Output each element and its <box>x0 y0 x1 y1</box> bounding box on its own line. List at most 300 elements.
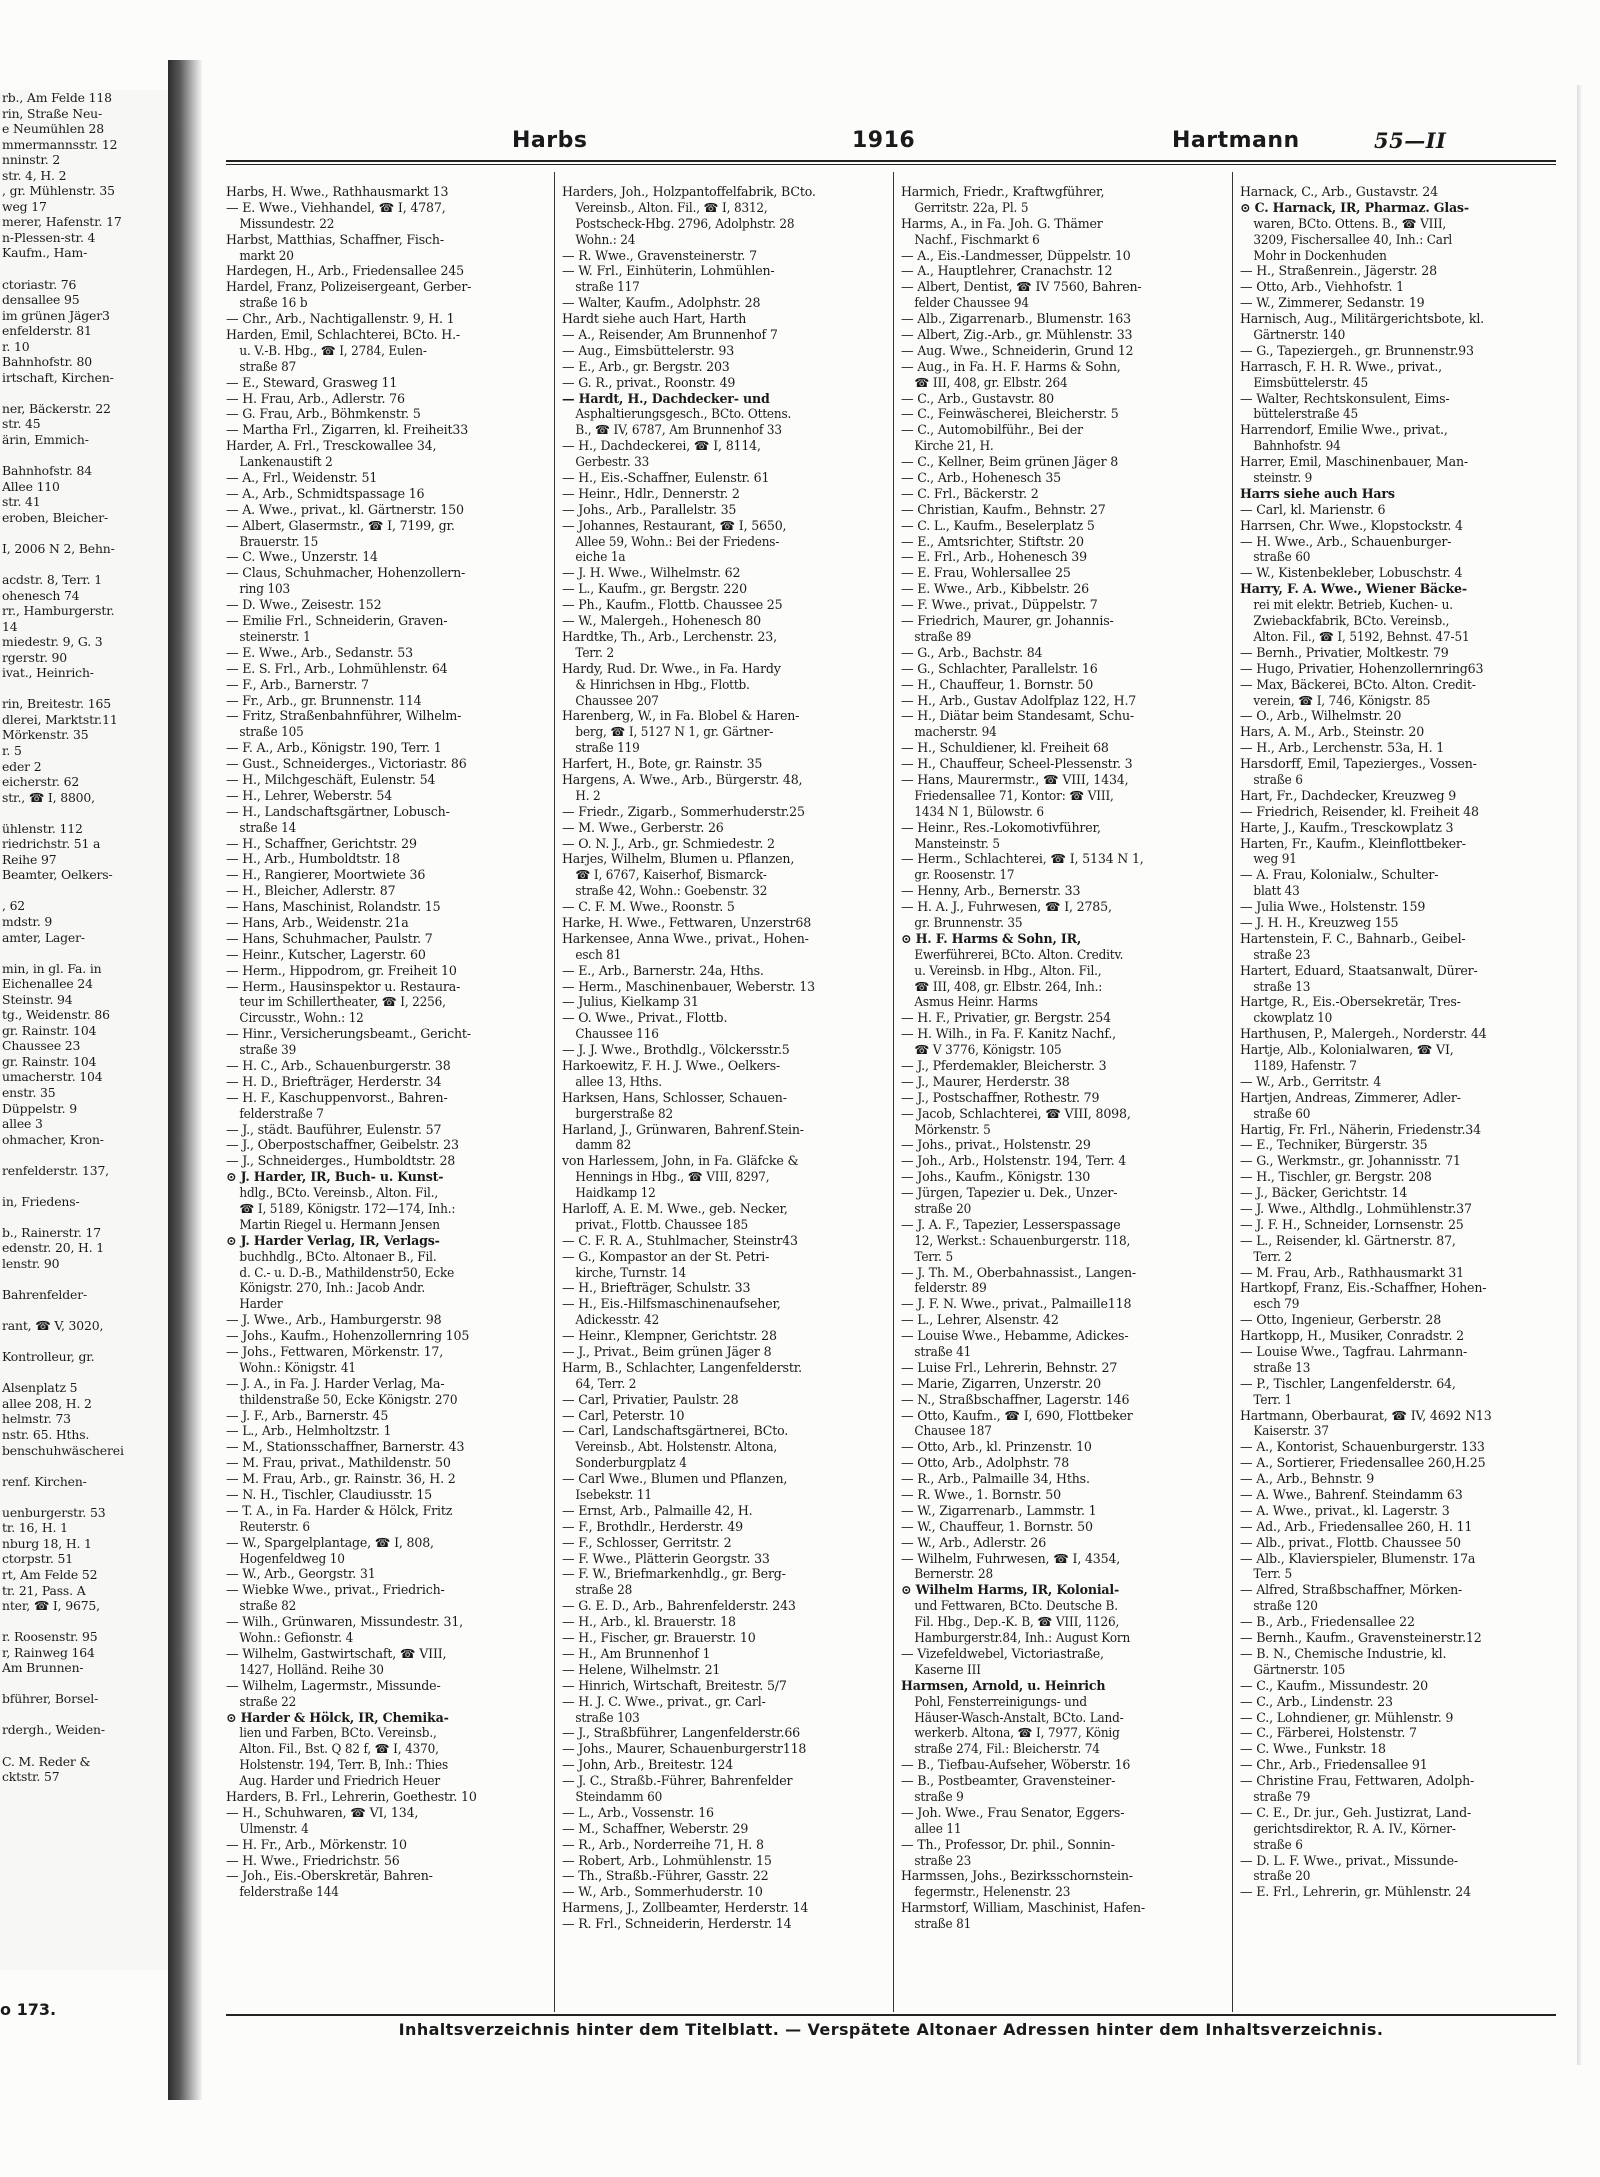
directory-entry: — W., Kistenbekleber, Lobuschstr. 4 <box>1240 565 1463 581</box>
directory-entry: — Joh. Wwe., Frau Senator, Eggers- <box>901 1804 1125 1820</box>
facing-page-line: dlerei, Marktstr.11 <box>2 711 118 727</box>
directory-entry-continuation: Alton. Fil., ☎ I, 5192, Behnst. 47-51 <box>1253 628 1470 644</box>
facing-page-line: str. 41 <box>2 494 41 510</box>
directory-entry-continuation: Adickesstr. 42 <box>575 1312 660 1328</box>
directory-column-4 <box>1240 184 1570 2014</box>
directory-entry: — H., Tischler, gr. Bergstr. 208 <box>1240 1169 1432 1185</box>
directory-entry: Harder, A. Frl., Tresckowallee 34, <box>226 438 437 454</box>
facing-page-line: ühlenstr. 112 <box>2 820 83 836</box>
directory-entry: Hardel, Franz, Polizeisergeant, Gerber- <box>226 279 472 295</box>
directory-entry: — Alb., privat., Flottb. Chaussee 50 <box>1240 1534 1461 1550</box>
directory-entry-continuation: steinerstr. 1 <box>239 628 311 644</box>
directory-entry: — E., Steward, Grasweg 11 <box>226 374 398 390</box>
directory-entry: — M. Wwe., Gerberstr. 26 <box>562 819 724 835</box>
facing-page-line: bführer, Borsel- <box>2 1691 99 1707</box>
directory-entry: — Jacob, Schlachterei, ☎ VIII, 8098, <box>901 1105 1131 1121</box>
directory-entry: — B., Tiefbau-Aufseher, Wöberstr. 16 <box>901 1757 1131 1773</box>
directory-entry-continuation: Königstr. 270, Inh.: Jacob Andr. <box>239 1280 425 1296</box>
directory-entry: — E., Arb., gr. Bergstr. 203 <box>562 358 730 374</box>
directory-entry: ⊙ J. Harder Verlag, IR, Verlags- <box>226 1232 440 1248</box>
directory-entry: — J. Wwe., Arb., Hamburgerstr. 98 <box>226 1312 442 1328</box>
directory-entry: — Carl, Landschaftsgärtnerei, BCto. <box>562 1423 789 1439</box>
directory-entry: — W., Arb., Georgstr. 31 <box>226 1566 376 1582</box>
footer-rule <box>226 2014 1556 2016</box>
directory-column-2 <box>562 184 887 2014</box>
directory-entry: — Herm., Hausinspektor u. Restaura- <box>226 978 461 994</box>
directory-entry-continuation: Terr. 1 <box>1253 1391 1293 1407</box>
directory-entry: — J., Schneiderges., Humboldtstr. 28 <box>226 1153 456 1169</box>
directory-entry: — Carl, kl. Marienstr. 6 <box>1240 501 1386 517</box>
header-last-keyword: Hartmann <box>1172 128 1300 153</box>
directory-entry-continuation: felderstr. 89 <box>914 1280 987 1296</box>
directory-entry: — Walter, Kaufm., Adolphstr. 28 <box>562 295 761 311</box>
directory-entry: — E. Wwe., Arb., Kibbelstr. 26 <box>901 581 1090 597</box>
directory-entry-continuation: Ewerführerei, BCto. Alton. Creditv. <box>914 946 1124 962</box>
facing-page-line: ner, Bäckerstr. 22 <box>2 400 111 416</box>
directory-entry: — A., Eis.-Landmesser, Düppelstr. 10 <box>901 247 1131 263</box>
directory-entry: — E. Frl., Arb., Hohenesch 39 <box>901 549 1087 565</box>
facing-page-line <box>0 945 168 961</box>
facing-page-line <box>0 1272 168 1288</box>
directory-entry: — Ernst, Arb., Palmaille 42, H. <box>562 1502 753 1518</box>
directory-entry: Harkensee, Anna Wwe., privat., Hohen- <box>562 930 809 946</box>
directory-entry: — O. Wwe., Privat., Flottb. <box>562 1010 728 1026</box>
directory-entry-continuation: Vereinsb., Alton. Fil., ☎ I, 8312, <box>575 199 768 215</box>
facing-page-line: n-Plessen-str. 4 <box>2 229 96 245</box>
directory-entry-continuation: Hogenfeldweg 10 <box>239 1550 345 1566</box>
directory-entry: — C., Arb., Gustavstr. 80 <box>901 390 1054 406</box>
directory-entry: — H. D., Briefträger, Herderstr. 34 <box>226 1073 442 1089</box>
facing-page-line: tg., Weidenstr. 86 <box>2 1007 110 1023</box>
directory-entry: — J. H. H., Kreuzweg 155 <box>1240 914 1399 930</box>
directory-entry: Harden, Emil, Schlachterei, BCto. H.- <box>226 327 460 343</box>
directory-entry: — Fr., Arb., gr. Brunnenstr. 114 <box>226 692 422 708</box>
directory-entry: Harbs, H. Wwe., Rathhausmarkt 13 <box>226 184 449 199</box>
header-year: 1916 <box>852 128 916 153</box>
directory-entry: — J., Postschaffner, Rothestr. 79 <box>901 1089 1100 1105</box>
directory-entry-continuation: straße 103 <box>575 1709 640 1725</box>
directory-entry: Hardy, Rud. Dr. Wwe., in Fa. Hardy <box>562 660 781 676</box>
directory-entry: Hartkopp, H., Musiker, Conradstr. 2 <box>1240 1328 1464 1344</box>
directory-entry-continuation: 1434 N 1, Bülowstr. 6 <box>914 803 1044 819</box>
directory-entry-continuation: Pohl, Fensterreinigungs- und <box>914 1693 1087 1709</box>
directory-entry: — C., Kaufm., Missundestr. 20 <box>1240 1677 1428 1693</box>
directory-entry: Harnisch, Aug., Militärgerichtsbote, kl. <box>1240 311 1485 327</box>
directory-entry: — Herm., Hippodrom, gr. Freiheit 10 <box>226 962 457 978</box>
directory-entry-continuation: u. V.-B. Hbg., ☎ I, 2784, Eulen- <box>239 342 427 358</box>
directory-entry: — N., Straßbschaffner, Lagerstr. 146 <box>901 1391 1130 1407</box>
facing-page-line: Chaussee 23 <box>2 1038 81 1054</box>
directory-entry: — Louise Wwe., Tagfrau. Lahrmann- <box>1240 1344 1468 1360</box>
directory-entry: — Hans, Maschinist, Rolandstr. 15 <box>226 899 441 915</box>
directory-entry: — Wilhelm, Fuhrwesen, ☎ I, 4354, <box>901 1550 1121 1566</box>
directory-entry-continuation: Vereinsb., Abt. Holstenstr. Altona, <box>575 1439 778 1455</box>
directory-entry: — J. F. H., Schneider, Lornsenstr. 25 <box>1240 1216 1464 1232</box>
facing-page-line: densallee 95 <box>2 292 80 308</box>
directory-entry-continuation: waren, BCto. Ottens. B., ☎ VIII, <box>1253 215 1447 231</box>
directory-entry: — L., Reisender, kl. Gärtnerstr. 87, <box>1240 1232 1456 1248</box>
directory-entry: — J. F., Arb., Barnerstr. 45 <box>226 1407 389 1423</box>
directory-entry: — Johs., privat., Holstenstr. 29 <box>901 1137 1091 1153</box>
facing-page-line: r. Roosenstr. 95 <box>2 1629 98 1645</box>
directory-entry: — C. F. M. Wwe., Roonstr. 5 <box>562 899 735 915</box>
directory-entry: — Th., Professor, Dr. phil., Sonnin- <box>901 1836 1115 1852</box>
directory-entry: — Wilhelm, Lagermstr., Missunde- <box>226 1677 441 1693</box>
directory-entry-continuation: 1189, Hafenstr. 7 <box>1253 1057 1357 1073</box>
directory-entry: — H. C., Arb., Schauenburgerstr. 38 <box>226 1057 451 1073</box>
facing-page-line: I, 2006 N 2, Behn- <box>2 540 115 556</box>
directory-entry: — H., Landschaftsgärtner, Lobusch- <box>226 803 450 819</box>
directory-entry: — A., Reisender, Am Brunnenhof 7 <box>562 327 778 343</box>
directory-entry: Hartig, Fr. Frl., Näherin, Friedenstr.34 <box>1240 1121 1481 1137</box>
facing-page-line: str. 45 <box>2 416 41 432</box>
directory-entry-continuation: straße 105 <box>239 724 304 740</box>
directory-entry-continuation: straße 22 <box>239 1693 297 1709</box>
directory-entry-continuation: Alton. Fil., Bst. Q 82 f, ☎ I, 4370, <box>239 1741 439 1757</box>
directory-entry: — Johs., Arb., Parallelstr. 35 <box>562 501 737 517</box>
directory-entry: — Helene, Wilhelmstr. 21 <box>562 1661 721 1677</box>
facing-page-line: rdergh., Weiden- <box>2 1722 105 1738</box>
directory-entry: Harm, B., Schlachter, Langenfelderstr. <box>562 1359 802 1375</box>
directory-entry: — H. A. J., Fuhrwesen, ☎ I, 2785, <box>901 899 1112 915</box>
directory-entry: — H. Wilh., in Fa. F. Kanitz Nachf., <box>901 1026 1116 1042</box>
directory-entry: — B. N., Chemische Industrie, kl. <box>1240 1645 1447 1661</box>
facing-page-line: riedrichstr. 51 a <box>2 836 101 852</box>
directory-entry-continuation: kirche, Turnstr. 14 <box>575 1264 687 1280</box>
directory-entry-continuation: gerichtsdirektor, R. A. IV., Körner- <box>1253 1820 1456 1836</box>
directory-entry: — J. C., Straßb.-Führer, Bahrenfelder <box>562 1773 793 1789</box>
directory-entry-continuation: Missundestr. 22 <box>239 215 335 231</box>
facing-page-line: , gr. Mühlenstr. 35 <box>2 183 115 199</box>
directory-entry-continuation: Eimsbüttelerstr. 45 <box>1253 374 1369 390</box>
directory-entry: — Martha Frl., Zigarren, kl. Freiheit33 <box>226 422 469 438</box>
directory-entry: — Hardt, H., Dachdecker- und <box>562 390 770 406</box>
directory-entry: — A. Frau, Kolonialw., Schulter- <box>1240 867 1439 883</box>
directory-entry: Hartjen, Andreas, Zimmerer, Adler- <box>1240 1089 1461 1105</box>
directory-entry: — J. Wwe., Althdlg., Lohmühlenstr.37 <box>1240 1201 1472 1216</box>
directory-entry: — L., Lehrer, Alsenstr. 42 <box>901 1312 1059 1328</box>
directory-entry: Harthusen, P., Malergeh., Norderstr. 44 <box>1240 1026 1487 1042</box>
facing-page-line: amter, Lager- <box>2 929 85 945</box>
directory-entry: — N. H., Tischler, Claudiusstr. 15 <box>226 1487 433 1503</box>
directory-entry: — E. S. Frl., Arb., Lohmühlenstr. 64 <box>226 660 448 676</box>
directory-entry-continuation: Haidkamp 12 <box>575 1185 656 1201</box>
directory-entry-continuation: 1427, Holländ. Reihe 30 <box>239 1661 384 1677</box>
directory-entry-continuation: straße 119 <box>575 740 640 756</box>
page-right-edge <box>1577 85 1583 2065</box>
facing-page-line: gr. Rainstr. 104 <box>2 1053 97 1069</box>
facing-page-line <box>0 1365 168 1381</box>
directory-entry: — C. Frl., Bäckerstr. 2 <box>901 485 1039 501</box>
facing-page-line: Düppelstr. 9 <box>2 1100 77 1116</box>
facing-page-line: nter, ☎ I, 9675, <box>2 1598 100 1614</box>
directory-entry: — Friedrich, Reisender, kl. Freiheit 48 <box>1240 803 1479 819</box>
directory-entry: Hart, Fr., Dachdecker, Kreuzweg 9 <box>1240 787 1457 803</box>
directory-entry: — H., Schuhwaren, ☎ VI, 134, <box>226 1804 419 1820</box>
directory-entry-continuation: weg 91 <box>1253 851 1297 867</box>
directory-entry-continuation: straße 28 <box>575 1582 633 1598</box>
directory-entry: — Christine Frau, Fettwaren, Adolph- <box>1240 1773 1475 1789</box>
directory-entry-continuation: esch 79 <box>1253 1296 1300 1312</box>
directory-entry: — A. Wwe., privat., kl. Lagerstr. 3 <box>1240 1502 1450 1518</box>
directory-entry: — Chr., Arb., Nachtigallenstr. 9, H. 1 <box>226 311 455 327</box>
directory-entry: Hartert, Eduard, Staatsanwalt, Dürer- <box>1240 962 1478 978</box>
directory-entry: — E., Amtsrichter, Stiftstr. 20 <box>901 533 1084 549</box>
directory-entry: — P., Tischler, Langenfelderstr. 64, <box>1240 1375 1456 1391</box>
facing-page-line: Kontrolleur, gr. <box>2 1349 95 1365</box>
directory-entry: — Henny, Arb., Bernerstr. 33 <box>901 883 1081 899</box>
facing-page-line: ohenesch 74 <box>2 587 80 603</box>
directory-entry: — H. Fr., Arb., Mörkenstr. 10 <box>226 1836 407 1852</box>
directory-entry: — Otto, Arb., kl. Prinzenstr. 10 <box>901 1439 1092 1455</box>
directory-entry-continuation: 12, Werkst.: Schauenburgerstr. 118, <box>914 1232 1131 1248</box>
facing-page-line <box>0 1458 168 1474</box>
facing-page-line: uenburgerstr. 53 <box>2 1504 106 1520</box>
directory-entry: — W., Arb., Sommerhuderstr. 10 <box>562 1884 763 1900</box>
directory-entry: — H. Frau, Arb., Adlerstr. 76 <box>226 390 405 406</box>
directory-entry: — Robert, Arb., Lohmühlenstr. 15 <box>562 1852 772 1868</box>
directory-entry-continuation: H. 2 <box>575 787 601 803</box>
directory-entry: — C., Kellner, Beim grünen Jäger 8 <box>901 454 1119 470</box>
facing-page-line <box>0 883 168 899</box>
facing-page-line <box>0 385 168 401</box>
facing-page-line: Bahnhofstr. 84 <box>2 463 92 479</box>
directory-entry: — Jürgen, Tapezier u. Dek., Unzer- <box>901 1185 1118 1201</box>
directory-entry: — Aug., in Fa. H. F. Harms & Sohn, <box>901 358 1121 374</box>
directory-entry: — Hinr., Versicherungsbeamt., Gericht- <box>226 1026 471 1042</box>
directory-entry: — E. Frau, Wohlersallee 25 <box>901 565 1071 581</box>
directory-entry: — C., Automobilführ., Bei der <box>901 422 1083 438</box>
directory-entry-continuation: Lankenaustift 2 <box>239 454 333 470</box>
directory-entry: — W., Zigarrenarb., Lammstr. 1 <box>901 1502 1097 1518</box>
facing-page-line <box>0 1489 168 1505</box>
directory-entry-continuation: straße 82 <box>239 1598 297 1614</box>
directory-entry: — R., Arb., Palmaille 34, Hths. <box>901 1471 1090 1487</box>
directory-entry: — G., Schlachter, Parallelstr. 16 <box>901 660 1098 676</box>
directory-entry: Harrsen, Chr. Wwe., Klopstockstr. 4 <box>1240 517 1463 533</box>
directory-entry: — Joh., Eis.-Oberskretär, Bahren- <box>226 1868 433 1884</box>
directory-entry: — T. A., in Fa. Harder & Hölck, Fritz <box>226 1502 453 1518</box>
directory-entry: Harmens, J., Zollbeamter, Herderstr. 14 <box>562 1900 809 1916</box>
directory-entry-continuation: Kaserne III <box>914 1661 981 1677</box>
directory-entry: — Johs., Maurer, Schauenburgerstr118 <box>562 1741 807 1757</box>
directory-entry: — R. Wwe., Gravensteinerstr. 7 <box>562 247 757 263</box>
directory-entry: — Luise Frl., Lehrerin, Behnstr. 27 <box>901 1359 1118 1375</box>
facing-page-line: nburg 18, H. 1 <box>2 1535 92 1551</box>
directory-entry: — G., Werkmstr., gr. Johannisstr. 71 <box>1240 1153 1461 1169</box>
directory-entry-continuation: ☎ I, 6767, Kaiserhof, Bismarck- <box>575 867 767 883</box>
directory-entry: Harjes, Wilhelm, Blumen u. Pflanzen, <box>562 851 795 867</box>
directory-entry: — H., Rangierer, Moortwiete 36 <box>226 867 426 883</box>
facing-page-line <box>0 448 168 464</box>
facing-page-line: 14 <box>2 618 18 634</box>
directory-entry: von Harlessem, John, in Fa. Gläfcke & <box>562 1153 799 1169</box>
directory-entry: — Wiebke Wwe., privat., Friedrich- <box>226 1582 445 1598</box>
directory-entry: — R. Frl., Schneiderin, Herderstr. 14 <box>562 1916 792 1932</box>
directory-entry: — C., Färberei, Holstenstr. 7 <box>1240 1725 1417 1741</box>
directory-entry-continuation: Holstenstr. 194, Terr. B, Inh.: Thies <box>239 1757 448 1773</box>
facing-page-line: helmstr. 73 <box>2 1411 71 1427</box>
directory-entry: — C. E., Dr. jur., Geh. Justizrat, Land- <box>1240 1804 1472 1820</box>
facing-page-line: eroben, Bleicher- <box>2 509 109 525</box>
directory-entry: Hargens, A. Wwe., Arb., Bürgerstr. 48, <box>562 771 803 787</box>
directory-entry: — H., Schaffner, Gerichtstr. 29 <box>226 835 417 851</box>
directory-entry: — F. A., Arb., Königstr. 190, Terr. 1 <box>226 740 442 756</box>
directory-entry: — B., Arb., Friedensallee 22 <box>1240 1614 1415 1630</box>
directory-entry-continuation: Terr. 5 <box>1253 1566 1293 1582</box>
directory-entry: — M. Frau, Arb., gr. Rainstr. 36, H. 2 <box>226 1471 456 1487</box>
directory-entry-continuation: esch 81 <box>575 946 622 962</box>
directory-entry: — H., Arb., kl. Brauerstr. 18 <box>562 1614 736 1630</box>
directory-entry-continuation: 3209, Fischersallee 40, Inh.: Carl <box>1253 231 1453 247</box>
directory-entry: Harbst, Matthias, Schaffner, Fisch- <box>226 231 444 247</box>
directory-entry: — J., Oberpostschaffner, Geibelstr. 23 <box>226 1137 459 1153</box>
directory-entry: — E. Wwe., Viehhandel, ☎ I, 4787, <box>226 199 446 215</box>
directory-entry-continuation: Häuser-Wasch-Anstalt, BCto. Land- <box>914 1709 1124 1725</box>
directory-entry: — Max, Bäckerei, BCto. Alton. Credit- <box>1240 676 1476 692</box>
directory-entry: — Walter, Rechtskonsulent, Eims- <box>1240 390 1450 406</box>
directory-entry-continuation: eiche 1a <box>575 549 626 565</box>
directory-entry-continuation: hdlg., BCto. Vereinsb., Alton. Fil., <box>239 1185 439 1201</box>
directory-entry-continuation: teur im Schillertheater, ☎ I, 2256, <box>239 994 446 1010</box>
directory-entry: — E., Techniker, Bürgerstr. 35 <box>1240 1137 1428 1153</box>
directory-entry: — F., Schlosser, Gerritstr. 2 <box>562 1534 732 1550</box>
directory-entry: ⊙ Harder & Hölck, IR, Chemika- <box>226 1709 449 1725</box>
directory-entry-continuation: fegermstr., Helenenstr. 23 <box>914 1884 1071 1900</box>
directory-entry: — L., Arb., Helmholtzstr. 1 <box>226 1423 392 1439</box>
directory-entry: — H. Wwe., Arb., Schauenburger- <box>1240 533 1452 549</box>
directory-entry: — Otto, Arb., Adolphstr. 78 <box>901 1455 1070 1471</box>
facing-page-line: rin, Breitestr. 165 <box>2 696 111 712</box>
directory-entry: — W., Arb., Gerritstr. 4 <box>1240 1073 1382 1089</box>
facing-page-line: rin, Straße Neu- <box>2 105 103 121</box>
directory-entry-continuation: Kaiserstr. 37 <box>1253 1423 1329 1439</box>
facing-page-line: benschuhwäscherei <box>2 1442 124 1458</box>
directory-entry: — J., Straßbführer, Langenfelderstr.66 <box>562 1725 800 1741</box>
directory-entry: — Aug., Eimsbüttelerstr. 93 <box>562 342 735 358</box>
directory-entry-continuation: straße 20 <box>914 1201 972 1216</box>
directory-entry: — Albert, Dentist, ☎ IV 7560, Bahren- <box>901 279 1142 295</box>
directory-entry: — A. Wwe., privat., kl. Gärtnerstr. 150 <box>226 501 464 517</box>
facing-page-line <box>0 1178 168 1194</box>
directory-entry-continuation: Gerritstr. 22a, Pl. 5 <box>914 199 1029 215</box>
directory-entry-continuation: straße 23 <box>1253 946 1311 962</box>
directory-entry: — Albert, Zig.-Arb., gr. Mühlenstr. 33 <box>901 327 1133 343</box>
directory-entry: — L., Arb., Vossenstr. 16 <box>562 1804 714 1820</box>
facing-page-line: gr. Rainstr. 104 <box>2 1022 97 1038</box>
directory-entry-continuation: straße 13 <box>1253 978 1311 994</box>
directory-entry: Harmsen, Arnold, u. Heinrich <box>901 1677 1106 1693</box>
directory-entry: Hartkopf, Franz, Eis.-Schaffner, Hohen- <box>1240 1280 1487 1296</box>
facing-page-line <box>0 681 168 697</box>
facing-page-line: ctoriastr. 76 <box>2 276 77 292</box>
directory-entry: — Hans, Maurermstr., ☎ VIII, 1434, <box>901 771 1129 787</box>
facing-page-line: Eichenallee 24 <box>2 976 93 992</box>
directory-entry-continuation: gr. Roosenstr. 17 <box>914 867 1015 883</box>
directory-entry-continuation: felderstraße 144 <box>239 1884 339 1900</box>
directory-entry-continuation: steinstr. 9 <box>1253 470 1313 486</box>
facing-page-line: rant, ☎ V, 3020, <box>2 1318 104 1334</box>
directory-entry: Harksen, Hans, Schlosser, Schauen- <box>562 1089 787 1105</box>
directory-entry: — D. L. F. Wwe., privat., Missunde- <box>1240 1852 1458 1868</box>
directory-entry: Hars, A. M., Arb., Steinstr. 20 <box>1240 724 1425 740</box>
directory-entry: — G., Tapeziergeh., gr. Brunnenstr.93 <box>1240 342 1474 358</box>
facing-page-line: Reihe 97 <box>2 851 57 867</box>
facing-page-line: Steinstr. 94 <box>2 991 73 1007</box>
directory-entry: — M., Schaffner, Weberstr. 29 <box>562 1820 749 1836</box>
facing-page-line: Bahnhofstr. 80 <box>2 354 92 370</box>
facing-page-line: Mörkenstr. 35 <box>2 727 89 743</box>
directory-entry-continuation: thildenstraße 50, Ecke Königstr. 270 <box>239 1391 458 1407</box>
directory-entry: — W., Spargelplantage, ☎ I, 808, <box>226 1534 434 1550</box>
directory-entry: Hartenstein, F. C., Bahnarb., Geibel- <box>1240 930 1466 946</box>
directory-entry-continuation: Steindamm 60 <box>575 1788 663 1804</box>
directory-entry-continuation: Chausee 187 <box>914 1423 992 1439</box>
page-footer-notice: Inhaltsverzeichnis hinter dem Titelblatt. — Verspätete Altonaer Adressen hinter dem Inhaltsverzeichnis. <box>398 2020 1384 2039</box>
directory-entry-continuation: Mohr in Dockenhuden <box>1253 247 1387 263</box>
directory-entry-continuation: Asmus Heinr. Harms <box>914 994 1038 1010</box>
directory-entry: — F., Arb., Barnerstr. 7 <box>226 676 369 692</box>
directory-entry: — Herm., Maschinenbauer, Weberstr. 13 <box>562 978 815 994</box>
directory-entry-continuation: Nachf., Fischmarkt 6 <box>914 231 1040 247</box>
directory-entry-continuation: ☎ III, 408, gr. Elbstr. 264 <box>914 374 1068 390</box>
directory-entry-continuation: straße 16 b <box>239 295 308 311</box>
directory-entry-continuation: Bahnhofstr. 94 <box>1253 438 1341 454</box>
facing-page-line: im grünen Jäger3 <box>2 307 110 323</box>
directory-entry-continuation: ☎ III, 408, gr. Elbstr. 264, Inh.: <box>914 978 1103 994</box>
directory-entry: Harfert, H., Bote, gr. Rainstr. 35 <box>562 756 763 772</box>
directory-entry: — Bernh., Kaufm., Gravensteinerstr.12 <box>1240 1630 1482 1646</box>
facing-page-line: enfelderstr. 81 <box>2 323 92 339</box>
directory-entry: — Hans, Schuhmacher, Paulstr. 7 <box>226 930 433 946</box>
directory-entry: — A., Arb., Schmidtspassage 16 <box>226 485 425 501</box>
directory-entry-continuation: Circusstr., Wohn.: 12 <box>239 1010 364 1026</box>
directory-entry-continuation: & Hinrichsen in Hbg., Flottb. <box>575 676 750 692</box>
directory-entry: ⊙ J. Harder, IR, Buch- u. Kunst- <box>226 1169 444 1185</box>
directory-entry: — C., Arb., Lindenstr. 23 <box>1240 1693 1393 1709</box>
directory-entry: — R., Arb., Norderreihe 71, H. 8 <box>562 1836 764 1852</box>
facing-page-line: e Neumühlen 28 <box>2 121 105 137</box>
directory-entry-continuation: straße 87 <box>239 358 297 374</box>
directory-entry: — A., Kontorist, Schauenburgerstr. 133 <box>1240 1439 1485 1455</box>
directory-entry: — M. Frau, Arb., Rathhausmarkt 31 <box>1240 1264 1464 1280</box>
directory-entry-continuation: privat., Flottb. Chaussee 185 <box>575 1216 749 1232</box>
directory-entry-continuation: Wohn.: Gefionstr. 4 <box>239 1630 354 1646</box>
directory-entry-continuation: lien und Farben, BCto. Vereinsb., <box>239 1725 437 1741</box>
facing-page-line <box>0 1707 168 1723</box>
facing-page-line: r. 10 <box>2 338 30 354</box>
directory-entry: — Christian, Kaufm., Behnstr. 27 <box>901 501 1106 517</box>
facing-page-line <box>0 1303 168 1319</box>
column-divider <box>1232 172 1233 2012</box>
facing-page-line: b., Rainerstr. 17 <box>2 1224 101 1240</box>
directory-entry-continuation: u. Vereinsb. in Hbg., Alton. Fil., <box>914 962 1102 978</box>
directory-entry: — Johs., Kaufm., Hohenzollernring 105 <box>226 1328 470 1344</box>
directory-entry-continuation: werkerb. Altona, ☎ I, 7977, König <box>914 1725 1120 1741</box>
directory-entry: — E. Frl., Lehrerin, gr. Mühlenstr. 24 <box>1240 1884 1471 1900</box>
directory-entry: — H., Lehrer, Weberstr. 54 <box>226 787 393 803</box>
directory-entry: — Aug. Wwe., Schneiderin, Grund 12 <box>901 342 1134 358</box>
directory-entry-continuation: straße 60 <box>1253 549 1311 565</box>
running-header <box>212 128 1570 158</box>
facing-page-line <box>0 525 168 541</box>
directory-entry-continuation: büttelerstraße 45 <box>1253 406 1358 422</box>
directory-entry: — Fritz, Straßenbahnführer, Wilhelm- <box>226 708 462 724</box>
directory-entry: — J. F. N. Wwe., privat., Palmaille118 <box>901 1296 1132 1312</box>
directory-entry: — J., Privat., Beim grünen Jäger 8 <box>562 1344 772 1360</box>
facing-page-line <box>0 1614 168 1630</box>
directory-entry-continuation: berg, ☎ I, 5127 N 1, gr. Gärtner- <box>575 724 774 740</box>
